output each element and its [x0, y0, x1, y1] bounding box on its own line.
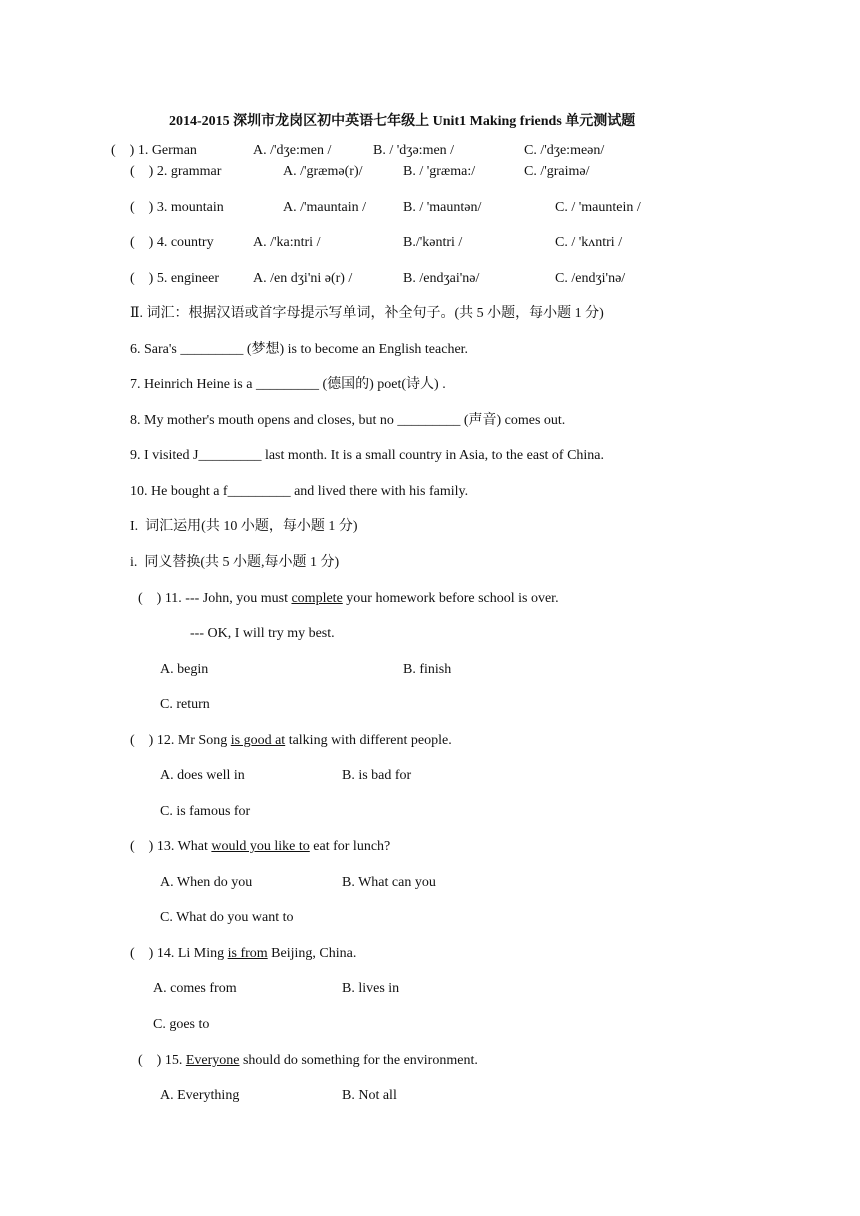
question-8: 8. My mother's mouth opens and closes, but no _________ (声音) comes out. — [130, 413, 566, 428]
q5-option-a: A. /en dʒi'ni ə(r) / — [253, 271, 353, 286]
q14-option-b: B. lives in — [342, 981, 400, 996]
q4-option-c: C. / 'kʌntri / — [555, 235, 623, 250]
question-7: 7. Heinrich Heine is a _________ (德国的) poet(诗人) . — [130, 377, 446, 392]
q14-underlined: is from — [227, 946, 268, 961]
q2-option-c: C. /'graimə/ — [524, 164, 590, 179]
page-title: 2014-2015 深圳市龙岗区初中英语七年级上 Unit1 Making friends 单元测试题 — [169, 114, 636, 129]
q3-option-b: B. / 'mauntən/ — [403, 200, 482, 215]
q12-option-a: A. does well in — [160, 768, 245, 783]
q11-option-c: C. return — [160, 697, 210, 712]
q1-option-c: C. /'dʒe:meən/ — [524, 143, 605, 158]
q12-underlined: is good at — [230, 733, 286, 748]
q14-option-c: C. goes to — [153, 1017, 210, 1032]
question-9: 9. I visited J_________ last month. It is a small country in Asia, to the east of China. — [130, 448, 605, 463]
question-13: ( ) 13. What would you like to eat for lunch? — [130, 839, 391, 854]
q1-option-a: A. /'dʒe:men / — [253, 143, 332, 158]
question-15: ( ) 15. Everyone should do something for the environment. — [138, 1053, 478, 1068]
q12-option-c: C. is famous for — [160, 804, 251, 819]
section-2-heading: Ⅱ. 词汇：根据汉语或首字母提示写单词，补全句子。(共 5 小题，每小题 1 分) — [130, 306, 604, 321]
q3-option-a: A. /'mauntain / — [283, 200, 367, 215]
q5-number: ( ) 5. engineer — [130, 271, 220, 286]
q11-option-a: A. begin — [160, 662, 209, 677]
question-10: 10. He bought a f_________ and lived there with his family. — [130, 484, 469, 499]
q5-option-c: C. /endʒi'nə/ — [555, 271, 626, 286]
section-i-heading: I. 词汇运用(共 10 小题，每小题 1 分) — [130, 519, 358, 534]
q3-option-c: C. / 'mauntein / — [555, 200, 641, 215]
question-14: ( ) 14. Li Ming is from Beijing, China. — [130, 946, 357, 961]
q13-option-c: C. What do you want to — [160, 910, 294, 925]
q13-underlined: would you like to — [211, 839, 310, 854]
q3-number: ( ) 3. mountain — [130, 200, 224, 215]
sub-section-heading: i. 同义替换(共 5 小题,每小题 1 分) — [130, 555, 340, 570]
q4-number: ( ) 4. country — [130, 235, 214, 250]
question-11: ( ) 11. --- John, you must complete your homework before school is over. — [138, 591, 559, 606]
q15-underlined: Everyone — [185, 1053, 240, 1068]
q1-option-b: B. / 'dʒə:men / — [373, 143, 455, 158]
q11-reply: --- OK, I will try my best. — [190, 626, 335, 641]
q13-option-b: B. What can you — [342, 875, 436, 890]
q4-option-b: B./'kəntri / — [403, 235, 463, 250]
question-6: 6. Sara's _________ (梦想) is to become an English teacher. — [130, 342, 469, 357]
q11-option-b: B. finish — [403, 662, 452, 677]
q13-option-a: A. When do you — [160, 875, 253, 890]
q11-underlined: complete — [291, 591, 343, 606]
q12-option-b: B. is bad for — [342, 768, 412, 783]
question-12: ( ) 12. Mr Song is good at talking with different people. — [130, 733, 452, 748]
q5-option-b: B. /endʒai'nə/ — [403, 271, 480, 286]
q4-option-a: A. /'ka:ntri / — [253, 235, 321, 250]
q2-number: ( ) 2. grammar — [130, 164, 222, 179]
q15-option-a: A. Everything — [160, 1088, 240, 1103]
q1-number: ( ) 1. German — [111, 143, 197, 158]
q2-option-b: B. / 'græma:/ — [403, 164, 476, 179]
q2-option-a: A. /'græmə(r)/ — [283, 164, 363, 179]
q14-option-a: A. comes from — [153, 981, 237, 996]
q15-option-b: B. Not all — [342, 1088, 397, 1103]
